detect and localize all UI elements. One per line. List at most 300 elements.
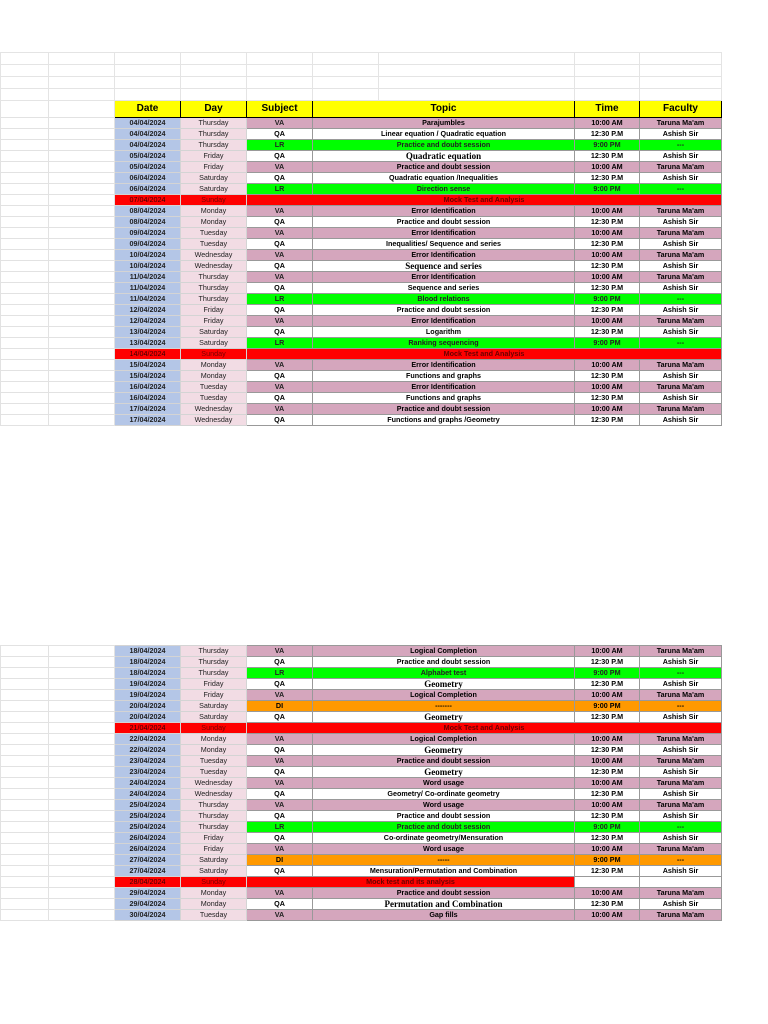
subject-cell[interactable]: VA bbox=[247, 272, 313, 283]
date-cell[interactable]: 30/04/2024 bbox=[115, 910, 181, 921]
time-cell[interactable]: 10:00 AM bbox=[575, 734, 640, 745]
date-cell[interactable]: 17/04/2024 bbox=[115, 415, 181, 426]
subject-cell[interactable]: QA bbox=[247, 745, 313, 756]
day-cell[interactable]: Sunday bbox=[181, 877, 247, 888]
faculty-cell[interactable]: Taruna Ma'am bbox=[640, 272, 722, 283]
faculty-cell[interactable]: Taruna Ma'am bbox=[640, 316, 722, 327]
topic-cell[interactable]: Functions and graphs /Geometry bbox=[313, 415, 575, 426]
faculty-cell[interactable]: Taruna Ma'am bbox=[640, 910, 722, 921]
empty-cell[interactable] bbox=[1, 712, 49, 723]
subject-cell[interactable]: QA bbox=[247, 173, 313, 184]
time-cell[interactable]: 12:30 P.M bbox=[575, 283, 640, 294]
date-cell[interactable]: 21/04/2024 bbox=[115, 723, 181, 734]
day-cell[interactable]: Saturday bbox=[181, 866, 247, 877]
empty-cell[interactable] bbox=[49, 701, 115, 712]
empty-cell[interactable] bbox=[1, 53, 49, 65]
day-cell[interactable]: Thursday bbox=[181, 811, 247, 822]
day-cell[interactable]: Thursday bbox=[181, 294, 247, 305]
empty-cell[interactable] bbox=[1, 305, 49, 316]
time-cell[interactable]: 10:00 AM bbox=[575, 404, 640, 415]
empty-cell[interactable] bbox=[1, 899, 49, 910]
date-cell[interactable]: 17/04/2024 bbox=[115, 404, 181, 415]
empty-cell[interactable] bbox=[1, 349, 49, 360]
day-cell[interactable]: Thursday bbox=[181, 657, 247, 668]
faculty-cell[interactable]: Ashish Sir bbox=[640, 327, 722, 338]
empty-cell[interactable] bbox=[1, 250, 49, 261]
time-cell[interactable]: 12:30 P.M bbox=[575, 239, 640, 250]
empty-cell[interactable] bbox=[1, 77, 49, 89]
empty-cell[interactable] bbox=[49, 101, 115, 118]
empty-cell[interactable] bbox=[379, 65, 575, 77]
empty-cell[interactable] bbox=[1, 679, 49, 690]
faculty-cell[interactable]: --- bbox=[640, 140, 722, 151]
date-cell[interactable]: 29/04/2024 bbox=[115, 899, 181, 910]
subject-cell[interactable]: LR bbox=[247, 294, 313, 305]
day-cell[interactable]: Thursday bbox=[181, 800, 247, 811]
time-cell[interactable]: 12:30 P.M bbox=[575, 811, 640, 822]
time-cell[interactable]: 9:00 PM bbox=[575, 184, 640, 195]
mock-test-cell[interactable]: Mock Test and Analysis bbox=[247, 349, 722, 360]
empty-cell[interactable] bbox=[1, 360, 49, 371]
topic-cell[interactable]: Practice and doubt session bbox=[313, 162, 575, 173]
empty-cell[interactable] bbox=[49, 679, 115, 690]
time-cell[interactable]: 12:30 P.M bbox=[575, 657, 640, 668]
date-cell[interactable]: 05/04/2024 bbox=[115, 162, 181, 173]
date-cell[interactable]: 09/04/2024 bbox=[115, 228, 181, 239]
empty-cell[interactable] bbox=[1, 393, 49, 404]
day-cell[interactable]: Monday bbox=[181, 745, 247, 756]
faculty-cell[interactable]: Taruna Ma'am bbox=[640, 118, 722, 129]
topic-cell[interactable]: Word usage bbox=[313, 778, 575, 789]
topic-cell[interactable]: Word usage bbox=[313, 844, 575, 855]
subject-cell[interactable]: LR bbox=[247, 668, 313, 679]
date-cell[interactable]: 11/04/2024 bbox=[115, 294, 181, 305]
time-cell[interactable]: 12:30 P.M bbox=[575, 789, 640, 800]
time-cell[interactable]: 10:00 AM bbox=[575, 778, 640, 789]
empty-cell[interactable] bbox=[247, 89, 313, 101]
topic-cell[interactable]: Logical Completion bbox=[313, 734, 575, 745]
empty-cell[interactable] bbox=[1, 195, 49, 206]
empty-cell[interactable] bbox=[1, 272, 49, 283]
subject-cell[interactable]: QA bbox=[247, 657, 313, 668]
empty-cell[interactable] bbox=[49, 371, 115, 382]
empty-cell[interactable] bbox=[49, 712, 115, 723]
mock-test-cell[interactable]: Mock test and its analysis bbox=[247, 877, 575, 888]
empty-cell[interactable] bbox=[49, 294, 115, 305]
empty-cell[interactable] bbox=[1, 217, 49, 228]
date-cell[interactable]: 12/04/2024 bbox=[115, 316, 181, 327]
topic-cell[interactable]: Practice and doubt session bbox=[313, 657, 575, 668]
empty-cell[interactable] bbox=[49, 382, 115, 393]
date-cell[interactable]: 06/04/2024 bbox=[115, 184, 181, 195]
subject-cell[interactable]: QA bbox=[247, 712, 313, 723]
date-cell[interactable]: 08/04/2024 bbox=[115, 217, 181, 228]
empty-cell[interactable] bbox=[49, 239, 115, 250]
day-cell[interactable]: Friday bbox=[181, 162, 247, 173]
faculty-cell[interactable]: --- bbox=[640, 668, 722, 679]
empty-cell[interactable] bbox=[1, 151, 49, 162]
faculty-cell[interactable]: Ashish Sir bbox=[640, 261, 722, 272]
empty-cell[interactable] bbox=[49, 195, 115, 206]
empty-cell[interactable] bbox=[49, 184, 115, 195]
faculty-cell[interactable]: Taruna Ma'am bbox=[640, 228, 722, 239]
empty-cell[interactable] bbox=[1, 646, 49, 657]
day-cell[interactable]: Friday bbox=[181, 833, 247, 844]
day-cell[interactable]: Saturday bbox=[181, 712, 247, 723]
subject-cell[interactable]: VA bbox=[247, 360, 313, 371]
empty-cell[interactable] bbox=[49, 756, 115, 767]
date-cell[interactable]: 15/04/2024 bbox=[115, 360, 181, 371]
empty-cell[interactable] bbox=[49, 250, 115, 261]
day-cell[interactable]: Friday bbox=[181, 679, 247, 690]
empty-cell[interactable] bbox=[49, 789, 115, 800]
topic-cell[interactable]: Mensuration/Permutation and Combination bbox=[313, 866, 575, 877]
subject-cell[interactable]: QA bbox=[247, 833, 313, 844]
empty-cell[interactable] bbox=[1, 789, 49, 800]
time-cell[interactable]: 10:00 AM bbox=[575, 206, 640, 217]
empty-cell[interactable] bbox=[1, 745, 49, 756]
day-cell[interactable]: Friday bbox=[181, 151, 247, 162]
mock-test-cell[interactable]: Mock Test and Analysis bbox=[247, 723, 722, 734]
day-cell[interactable]: Tuesday bbox=[181, 393, 247, 404]
day-cell[interactable]: Monday bbox=[181, 899, 247, 910]
empty-cell[interactable] bbox=[49, 899, 115, 910]
empty-cell[interactable] bbox=[49, 910, 115, 921]
empty-cell[interactable] bbox=[49, 745, 115, 756]
empty-cell[interactable] bbox=[181, 65, 247, 77]
subject-cell[interactable]: VA bbox=[247, 690, 313, 701]
subject-cell[interactable]: DI bbox=[247, 855, 313, 866]
empty-cell[interactable] bbox=[379, 53, 575, 65]
subject-cell[interactable]: VA bbox=[247, 756, 313, 767]
faculty-cell[interactable]: Ashish Sir bbox=[640, 393, 722, 404]
date-cell[interactable]: 22/04/2024 bbox=[115, 745, 181, 756]
time-cell[interactable]: 12:30 P.M bbox=[575, 217, 640, 228]
empty-cell[interactable] bbox=[49, 415, 115, 426]
day-cell[interactable]: Sunday bbox=[181, 723, 247, 734]
day-cell[interactable]: Thursday bbox=[181, 129, 247, 140]
day-cell[interactable]: Monday bbox=[181, 360, 247, 371]
empty-cell[interactable] bbox=[49, 723, 115, 734]
day-cell[interactable]: Saturday bbox=[181, 173, 247, 184]
empty-cell[interactable] bbox=[49, 206, 115, 217]
faculty-cell[interactable]: --- bbox=[640, 855, 722, 866]
empty-cell[interactable] bbox=[49, 767, 115, 778]
time-cell[interactable]: 10:00 AM bbox=[575, 118, 640, 129]
empty-cell[interactable] bbox=[1, 767, 49, 778]
empty-cell[interactable] bbox=[49, 734, 115, 745]
day-cell[interactable]: Friday bbox=[181, 844, 247, 855]
topic-cell[interactable]: Sequence and series bbox=[313, 261, 575, 272]
day-cell[interactable]: Monday bbox=[181, 371, 247, 382]
subject-cell[interactable]: VA bbox=[247, 888, 313, 899]
empty-cell[interactable] bbox=[49, 800, 115, 811]
faculty-cell[interactable]: Ashish Sir bbox=[640, 767, 722, 778]
empty-cell[interactable] bbox=[1, 668, 49, 679]
empty-cell[interactable] bbox=[1, 118, 49, 129]
empty-cell[interactable] bbox=[49, 360, 115, 371]
date-cell[interactable]: 28/04/2024 bbox=[115, 877, 181, 888]
empty-cell[interactable] bbox=[49, 778, 115, 789]
empty-cell[interactable] bbox=[1, 140, 49, 151]
empty-cell[interactable] bbox=[181, 89, 247, 101]
day-cell[interactable]: Friday bbox=[181, 690, 247, 701]
empty-cell[interactable] bbox=[247, 77, 313, 89]
empty-cell[interactable] bbox=[181, 53, 247, 65]
day-cell[interactable]: Thursday bbox=[181, 272, 247, 283]
topic-cell[interactable]: Logical Completion bbox=[313, 690, 575, 701]
day-cell[interactable]: Friday bbox=[181, 305, 247, 316]
topic-cell[interactable]: Co-ordinate geometry/Mensuration bbox=[313, 833, 575, 844]
day-cell[interactable]: Saturday bbox=[181, 338, 247, 349]
time-cell[interactable]: 12:30 P.M bbox=[575, 261, 640, 272]
empty-cell[interactable] bbox=[49, 404, 115, 415]
empty-cell[interactable] bbox=[49, 228, 115, 239]
day-cell[interactable]: Thursday bbox=[181, 668, 247, 679]
time-cell[interactable]: 12:30 P.M bbox=[575, 129, 640, 140]
empty-cell[interactable] bbox=[49, 140, 115, 151]
day-cell[interactable]: Saturday bbox=[181, 327, 247, 338]
subject-cell[interactable]: LR bbox=[247, 338, 313, 349]
date-cell[interactable]: 18/04/2024 bbox=[115, 668, 181, 679]
topic-cell[interactable]: Logical Completion bbox=[313, 646, 575, 657]
time-cell[interactable]: 10:00 AM bbox=[575, 646, 640, 657]
empty-cell[interactable] bbox=[49, 349, 115, 360]
subject-cell[interactable]: VA bbox=[247, 206, 313, 217]
empty-cell[interactable] bbox=[1, 723, 49, 734]
empty-cell[interactable] bbox=[1, 371, 49, 382]
faculty-cell[interactable]: Taruna Ma'am bbox=[640, 360, 722, 371]
empty-cell[interactable] bbox=[313, 53, 379, 65]
time-cell[interactable]: 9:00 PM bbox=[575, 338, 640, 349]
subject-cell[interactable]: QA bbox=[247, 393, 313, 404]
subject-cell[interactable]: VA bbox=[247, 118, 313, 129]
day-cell[interactable]: Wednesday bbox=[181, 789, 247, 800]
topic-cell[interactable]: Linear equation / Quadratic equation bbox=[313, 129, 575, 140]
date-cell[interactable]: 27/04/2024 bbox=[115, 855, 181, 866]
topic-cell[interactable]: Error Identification bbox=[313, 206, 575, 217]
date-cell[interactable]: 07/04/2024 bbox=[115, 195, 181, 206]
day-cell[interactable]: Monday bbox=[181, 206, 247, 217]
time-cell[interactable]: 10:00 AM bbox=[575, 382, 640, 393]
date-cell[interactable]: 04/04/2024 bbox=[115, 140, 181, 151]
date-cell[interactable]: 18/04/2024 bbox=[115, 657, 181, 668]
faculty-cell[interactable]: Taruna Ma'am bbox=[640, 734, 722, 745]
date-cell[interactable]: 19/04/2024 bbox=[115, 690, 181, 701]
empty-cell[interactable] bbox=[1, 734, 49, 745]
date-cell[interactable]: 13/04/2024 bbox=[115, 327, 181, 338]
empty-cell[interactable] bbox=[49, 338, 115, 349]
faculty-cell[interactable]: Ashish Sir bbox=[640, 789, 722, 800]
faculty-cell[interactable]: Ashish Sir bbox=[640, 217, 722, 228]
empty-cell[interactable] bbox=[1, 283, 49, 294]
empty-cell[interactable] bbox=[49, 77, 115, 89]
topic-cell[interactable]: Quadratic equation bbox=[313, 151, 575, 162]
faculty-cell[interactable]: --- bbox=[640, 184, 722, 195]
date-cell[interactable]: 10/04/2024 bbox=[115, 261, 181, 272]
empty-cell[interactable] bbox=[49, 833, 115, 844]
faculty-cell[interactable]: Taruna Ma'am bbox=[640, 690, 722, 701]
faculty-cell[interactable]: Ashish Sir bbox=[640, 811, 722, 822]
topic-cell[interactable]: Ranking sequencing bbox=[313, 338, 575, 349]
time-cell[interactable]: 10:00 AM bbox=[575, 250, 640, 261]
day-cell[interactable]: Thursday bbox=[181, 283, 247, 294]
empty-cell[interactable] bbox=[575, 53, 640, 65]
date-cell[interactable]: 29/04/2024 bbox=[115, 888, 181, 899]
time-cell[interactable]: 9:00 PM bbox=[575, 668, 640, 679]
empty-cell[interactable] bbox=[1, 173, 49, 184]
time-cell[interactable]: 10:00 AM bbox=[575, 162, 640, 173]
faculty-cell[interactable]: --- bbox=[640, 701, 722, 712]
faculty-cell[interactable]: --- bbox=[640, 338, 722, 349]
topic-cell[interactable]: Logarithm bbox=[313, 327, 575, 338]
empty-cell[interactable] bbox=[49, 668, 115, 679]
day-cell[interactable]: Monday bbox=[181, 888, 247, 899]
empty-cell[interactable] bbox=[49, 89, 115, 101]
day-cell[interactable]: Tuesday bbox=[181, 228, 247, 239]
faculty-cell[interactable]: Ashish Sir bbox=[640, 283, 722, 294]
empty-cell[interactable] bbox=[1, 866, 49, 877]
topic-cell[interactable]: Parajumbles bbox=[313, 118, 575, 129]
empty-cell[interactable] bbox=[115, 53, 181, 65]
date-cell[interactable]: 25/04/2024 bbox=[115, 800, 181, 811]
day-cell[interactable]: Saturday bbox=[181, 855, 247, 866]
topic-cell[interactable]: Error Identification bbox=[313, 272, 575, 283]
time-cell[interactable]: 10:00 AM bbox=[575, 800, 640, 811]
empty-cell[interactable] bbox=[640, 77, 722, 89]
empty-cell[interactable] bbox=[575, 89, 640, 101]
empty-cell[interactable] bbox=[1, 888, 49, 899]
day-cell[interactable]: Tuesday bbox=[181, 910, 247, 921]
day-cell[interactable]: Friday bbox=[181, 316, 247, 327]
topic-cell[interactable]: ----- bbox=[313, 855, 575, 866]
subject-cell[interactable]: QA bbox=[247, 129, 313, 140]
topic-cell[interactable]: Practice and doubt session bbox=[313, 756, 575, 767]
topic-cell[interactable]: Blood relations bbox=[313, 294, 575, 305]
empty-cell[interactable] bbox=[49, 657, 115, 668]
empty-cell[interactable] bbox=[49, 217, 115, 228]
subject-cell[interactable]: QA bbox=[247, 305, 313, 316]
day-cell[interactable]: Thursday bbox=[181, 118, 247, 129]
date-cell[interactable]: 12/04/2024 bbox=[115, 305, 181, 316]
empty-cell[interactable] bbox=[313, 77, 379, 89]
time-cell[interactable]: 12:30 P.M bbox=[575, 371, 640, 382]
day-cell[interactable]: Wednesday bbox=[181, 404, 247, 415]
time-cell[interactable]: 12:30 P.M bbox=[575, 173, 640, 184]
topic-cell[interactable]: Quadratic equation /Inequalities bbox=[313, 173, 575, 184]
empty-cell[interactable] bbox=[1, 184, 49, 195]
empty-cell[interactable] bbox=[1, 206, 49, 217]
empty-cell[interactable] bbox=[1, 844, 49, 855]
faculty-cell[interactable]: Ashish Sir bbox=[640, 833, 722, 844]
faculty-cell[interactable]: Ashish Sir bbox=[640, 866, 722, 877]
day-cell[interactable]: Sunday bbox=[181, 349, 247, 360]
empty-cell[interactable] bbox=[49, 690, 115, 701]
subject-cell[interactable]: VA bbox=[247, 646, 313, 657]
subject-cell[interactable]: QA bbox=[247, 261, 313, 272]
faculty-cell[interactable]: Taruna Ma'am bbox=[640, 844, 722, 855]
topic-cell[interactable]: Direction sense bbox=[313, 184, 575, 195]
day-cell[interactable]: Tuesday bbox=[181, 382, 247, 393]
empty-cell[interactable] bbox=[1, 338, 49, 349]
topic-cell[interactable]: Geometry bbox=[313, 767, 575, 778]
time-cell[interactable]: 9:00 PM bbox=[575, 140, 640, 151]
empty-cell[interactable] bbox=[1, 833, 49, 844]
topic-cell[interactable]: Inequalities/ Sequence and series bbox=[313, 239, 575, 250]
faculty-cell[interactable]: Taruna Ma'am bbox=[640, 646, 722, 657]
empty-cell[interactable] bbox=[1, 129, 49, 140]
time-cell[interactable]: 12:30 P.M bbox=[575, 393, 640, 404]
topic-cell[interactable]: Error Identification bbox=[313, 228, 575, 239]
time-cell[interactable]: 12:30 P.M bbox=[575, 833, 640, 844]
subject-cell[interactable]: DI bbox=[247, 701, 313, 712]
empty-cell[interactable] bbox=[640, 53, 722, 65]
empty-cell[interactable] bbox=[49, 272, 115, 283]
faculty-cell[interactable]: Taruna Ma'am bbox=[640, 206, 722, 217]
time-cell[interactable]: 9:00 PM bbox=[575, 701, 640, 712]
topic-cell[interactable]: Error Identification bbox=[313, 250, 575, 261]
topic-cell[interactable]: Practice and doubt session bbox=[313, 305, 575, 316]
faculty-cell[interactable]: Taruna Ma'am bbox=[640, 888, 722, 899]
topic-cell[interactable]: Permutation and Combination bbox=[313, 899, 575, 910]
time-cell[interactable]: 12:30 P.M bbox=[575, 415, 640, 426]
empty-cell[interactable] bbox=[49, 261, 115, 272]
topic-cell[interactable]: ------- bbox=[313, 701, 575, 712]
subject-cell[interactable]: QA bbox=[247, 327, 313, 338]
day-cell[interactable]: Saturday bbox=[181, 184, 247, 195]
faculty-cell[interactable]: Ashish Sir bbox=[640, 239, 722, 250]
empty-cell[interactable] bbox=[1, 855, 49, 866]
topic-cell[interactable]: Gap fills bbox=[313, 910, 575, 921]
empty-cell[interactable] bbox=[49, 866, 115, 877]
empty-cell[interactable] bbox=[313, 65, 379, 77]
empty-cell[interactable] bbox=[1, 261, 49, 272]
subject-cell[interactable]: VA bbox=[247, 250, 313, 261]
faculty-cell[interactable]: Ashish Sir bbox=[640, 899, 722, 910]
date-cell[interactable]: 20/04/2024 bbox=[115, 712, 181, 723]
day-cell[interactable]: Tuesday bbox=[181, 239, 247, 250]
empty-cell[interactable] bbox=[1, 162, 49, 173]
date-cell[interactable]: 16/04/2024 bbox=[115, 382, 181, 393]
time-cell[interactable]: 12:30 P.M bbox=[575, 899, 640, 910]
day-cell[interactable]: Monday bbox=[181, 217, 247, 228]
faculty-cell[interactable]: Taruna Ma'am bbox=[640, 382, 722, 393]
topic-cell[interactable]: Error Identification bbox=[313, 360, 575, 371]
subject-cell[interactable]: QA bbox=[247, 371, 313, 382]
subject-cell[interactable]: QA bbox=[247, 415, 313, 426]
subject-cell[interactable]: VA bbox=[247, 404, 313, 415]
date-cell[interactable]: 18/04/2024 bbox=[115, 646, 181, 657]
day-cell[interactable]: Thursday bbox=[181, 822, 247, 833]
date-cell[interactable]: 25/04/2024 bbox=[115, 811, 181, 822]
time-cell[interactable]: 9:00 PM bbox=[575, 855, 640, 866]
date-cell[interactable]: 04/04/2024 bbox=[115, 118, 181, 129]
date-cell[interactable]: 05/04/2024 bbox=[115, 151, 181, 162]
empty-cell[interactable] bbox=[1, 701, 49, 712]
time-cell[interactable]: 12:30 P.M bbox=[575, 866, 640, 877]
date-cell[interactable]: 23/04/2024 bbox=[115, 767, 181, 778]
empty-cell[interactable] bbox=[1, 877, 49, 888]
topic-cell[interactable]: Practice and doubt session bbox=[313, 822, 575, 833]
time-cell[interactable]: 10:00 AM bbox=[575, 910, 640, 921]
empty-cell[interactable] bbox=[115, 89, 181, 101]
day-cell[interactable]: Tuesday bbox=[181, 756, 247, 767]
faculty-cell[interactable]: Taruna Ma'am bbox=[640, 162, 722, 173]
topic-cell[interactable]: Geometry bbox=[313, 712, 575, 723]
faculty-cell[interactable]: Taruna Ma'am bbox=[640, 756, 722, 767]
faculty-cell[interactable]: Ashish Sir bbox=[640, 679, 722, 690]
day-cell[interactable]: Sunday bbox=[181, 195, 247, 206]
